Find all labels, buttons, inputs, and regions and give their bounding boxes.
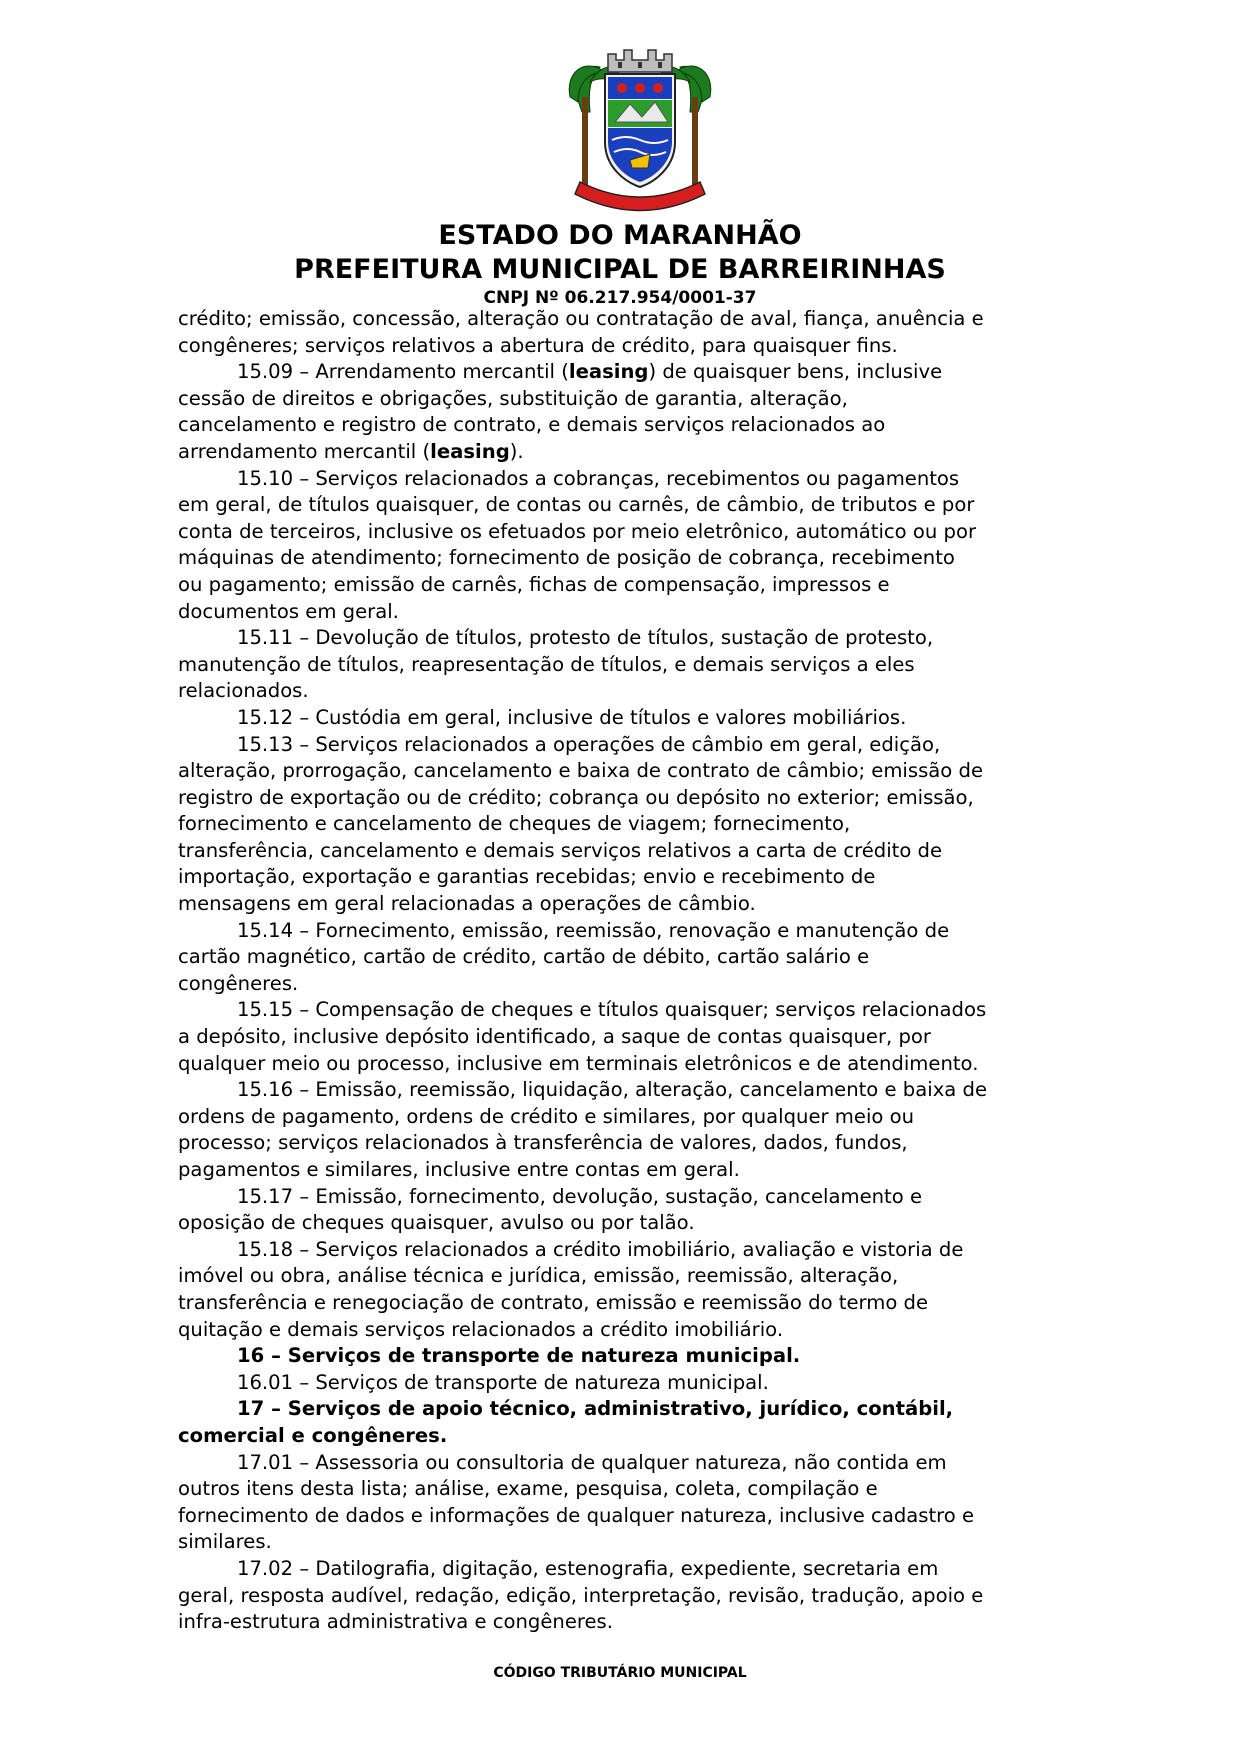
text-line: a depósito, inclusive depósito identificado, a saque de contas quaisquer, por [178, 1025, 931, 1049]
text-line: ou pagamento; emissão de carnês, fichas de compensação, impressos e [178, 572, 890, 596]
text-line: documentos em geral. [178, 599, 399, 623]
text-line: relacionados. [178, 679, 309, 703]
cnpj-line: CNPJ Nº 06.217.954/0001-37 [483, 288, 757, 308]
text-line: arrendamento mercantil (leasing). [178, 439, 524, 463]
leasing-emphasis: leasing [430, 439, 510, 463]
page-footer: CÓDIGO TRIBUTÁRIO MUNICIPAL [493, 1665, 747, 1681]
text-line: conta de terceiros, inclusive os efetuados por meio eletrônico, automático ou por [178, 519, 977, 543]
text-line: outros itens desta lista; análise, exame, pesquisa, coleta, compilação e [178, 1477, 878, 1501]
text-line: imóvel ou obra, análise técnica e jurídica, emissão, reemissão, alteração, [178, 1264, 899, 1288]
item-17-02: 17.02 – Datilografia, digitação, estenografia, expediente, secretaria em [237, 1556, 939, 1580]
text-line: transferência e renegociação de contrato, emissão e reemissão do termo de [178, 1290, 929, 1314]
leasing-emphasis: leasing [568, 360, 649, 384]
item-15-15: 15.15 – Compensação de cheques e títulos quaisquer; serviços relacionados [237, 998, 987, 1022]
text-line: congêneres; serviços relativos a abertura de crédito, para quaisquer fins. [178, 333, 898, 357]
text-line: infra-estrutura administrativa e congêneres. [178, 1610, 613, 1634]
text-line: cessão de direitos e obrigações, substituição de garantia, alteração, [178, 386, 848, 410]
text-line: similares. [178, 1530, 272, 1554]
text-line: mensagens em geral relacionadas a operações de câmbio. [178, 892, 756, 916]
item-17-01: 17.01 – Assessoria ou consultoria de qualquer natureza, não contida em [237, 1450, 947, 1474]
text-line: geral, resposta audível, redação, edição, interpretação, revisão, tradução, apoio e [178, 1583, 984, 1607]
text-line: transferência, cancelamento e demais serviços relativos a carta de crédito de [178, 838, 943, 862]
text-line: fornecimento de dados e informações de qualquer natureza, inclusive cadastro e [178, 1503, 975, 1527]
text-line: em geral, de títulos quaisquer, de contas ou carnês, de câmbio, de tributos e por [178, 493, 975, 517]
section-17-heading: 17 – Serviços de apoio técnico, administrativo, jurídico, contábil, [237, 1397, 954, 1421]
item-15-16: 15.16 – Emissão, reemissão, liquidação, alteração, cancelamento e baixa de [237, 1078, 988, 1102]
text-line: alteração, prorrogação, cancelamento e baixa de contrato de câmbio; emissão de [178, 759, 983, 783]
state-title: ESTADO DO MARANHÃO [438, 220, 802, 251]
text-line: fornecimento e cancelamento de cheques de viagem; fornecimento, [178, 812, 851, 836]
section-16-heading: 16 – Serviços de transporte de natureza municipal. [237, 1344, 801, 1368]
document-body [178, 306, 1138, 1636]
text-line: congêneres. [178, 971, 299, 995]
item-15-12: 15.12 – Custódia em geral, inclusive de títulos e valores mobiliários. [237, 705, 907, 729]
text-line: cartão magnético, cartão de crédito, cartão de débito, cartão salário e [178, 945, 870, 969]
section-17-heading-cont: comercial e congêneres. [178, 1423, 448, 1447]
text-line: crédito; emissão, concessão, alteração ou contratação de aval, fiança, anuência e [178, 307, 984, 330]
text-line: processo; serviços relacionados à transferência de valores, dados, fundos, [178, 1131, 908, 1155]
text-line: registro de exportação ou de crédito; cobrança ou depósito no exterior; emissão, [178, 785, 974, 809]
text-line: qualquer meio ou processo, inclusive em terminais eletrônicos e de atendimento. [178, 1051, 979, 1075]
text-line: ordens de pagamento, ordens de crédito e similares, por qualquer meio ou [178, 1104, 915, 1128]
item-15-11: 15.11 – Devolução de títulos, protesto de títulos, sustação de protesto, [237, 626, 934, 650]
text-line: manutenção de títulos, reapresentação de títulos, e demais serviços a eles [178, 652, 915, 676]
municipal-crest-icon [560, 42, 720, 212]
text-line: importação, exportação e garantias recebidas; envio e recebimento de [178, 865, 876, 889]
item-15-10: 15.10 – Serviços relacionados a cobranças, recebimentos ou pagamentos [237, 466, 960, 490]
item-15-13: 15.13 – Serviços relacionados a operações de câmbio em geral, edição, [237, 732, 941, 756]
text-line: pagamentos e similares, inclusive entre contas em geral. [178, 1158, 740, 1181]
item-15-18: 15.18 – Serviços relacionados a crédito imobiliário, avaliação e vistoria de [237, 1237, 964, 1261]
item-15-14: 15.14 – Fornecimento, emissão, reemissão, renovação e manutenção de [237, 918, 950, 942]
text-line: máquinas de atendimento; fornecimento de posição de cobrança, recebimento [178, 546, 955, 570]
text-line: cancelamento e registro de contrato, e demais serviços relacionados ao [178, 413, 886, 437]
text-line: oposição de cheques quaisquer, avulso ou por talão. [178, 1211, 695, 1235]
text-line: quitação e demais serviços relacionados a crédito imobiliário. [178, 1317, 784, 1341]
item-15-09: 15.09 – Arrendamento mercantil (leasing) de quaisquer bens, inclusive [237, 360, 943, 384]
item-16-01: 16.01 – Serviços de transporte de natureza municipal. [237, 1370, 769, 1394]
item-15-17: 15.17 – Emissão, fornecimento, devolução, sustação, cancelamento e [237, 1184, 922, 1208]
prefecture-title: PREFEITURA MUNICIPAL DE BARREIRINHAS [294, 254, 946, 285]
